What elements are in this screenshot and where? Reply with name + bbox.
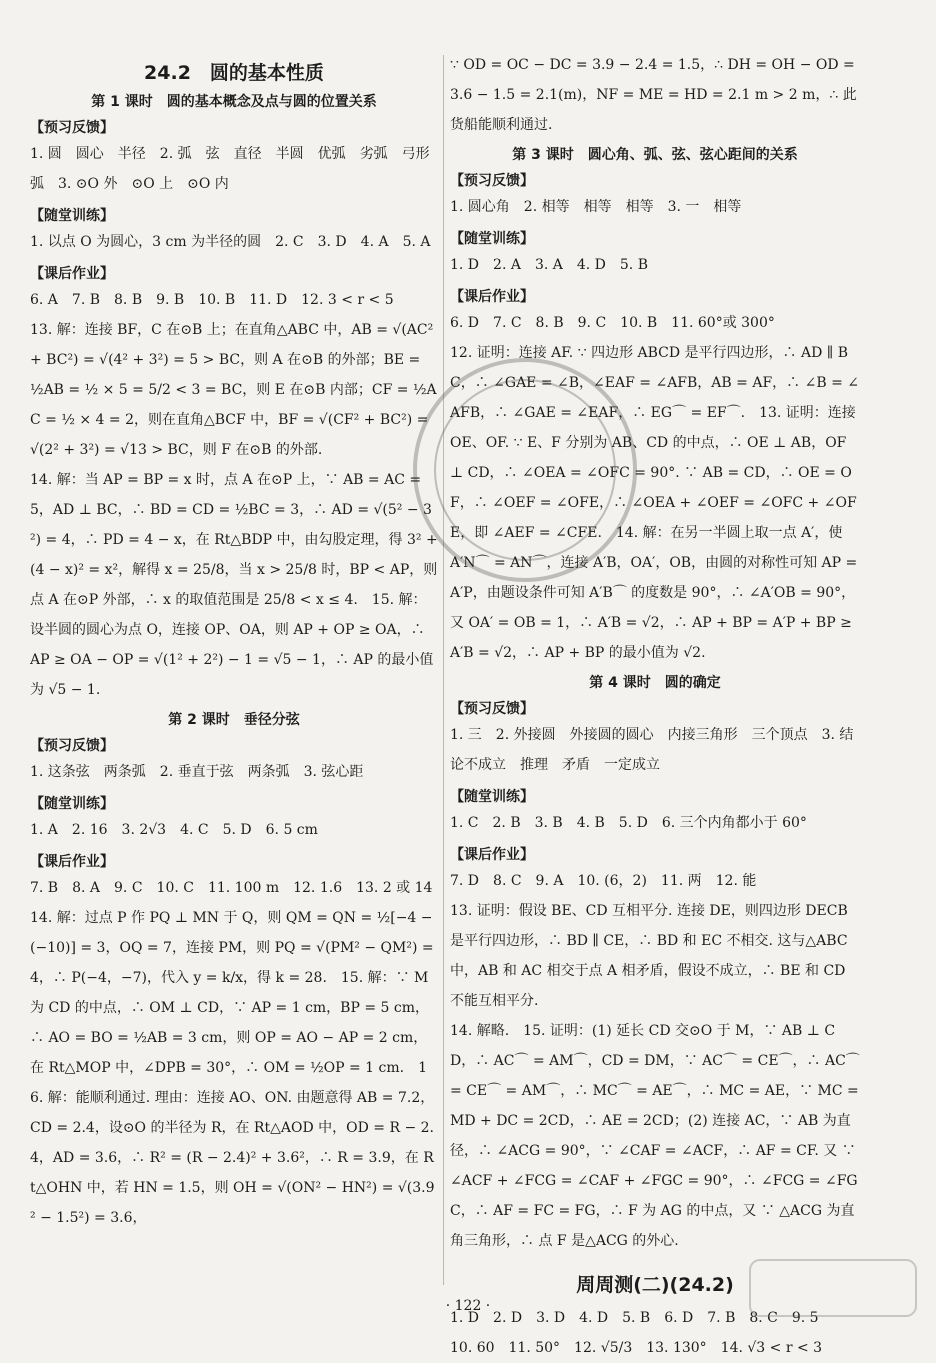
section-heading: 【课后作业】: [30, 854, 114, 870]
answer-line: 6. D 7. C 8. B 9. C 10. B 11. 60°或 300°: [450, 315, 775, 331]
answer-line: 7. B 8. A 9. C 10. C 11. 100 m 12. 1.6 13. 2 或 14: [30, 880, 433, 896]
lesson-heading: 第 1 课时 圆的基本概念及点与圆的位置关系: [91, 94, 377, 110]
section-heading: 【课后作业】: [30, 266, 114, 282]
answer-line: ∵ OD = OC − DC = 3.9 − 2.4 = 1.5，∴ DH = OH − OD = 3.6 − 1.5 = 2.1(m)，NF = ME = HD = 2.1 m > 2 m，∴ 此货船能顺利通过.: [450, 57, 857, 133]
left-column: [30, 50, 438, 1233]
right-column: [450, 50, 860, 1363]
answer-line: 1. 以点 O 为圆心，3 cm 为半径的圆 2. C 3. D 4. A 5. A: [30, 234, 431, 250]
answer-line: 13. 解：连接 BF，C 在⊙B 上；在直角△ABC 中，AB = √(AC² + BC²) = √(4² + 3²) = 5 > BC，则 A 在⊙B 的外部；BE = ½AB = ½ × 5 = 5/2 < 3 = BC，则 E 在⊙B 内部；CF = ½AC = ½ × 4 = 2，则在直角△BCF 中，BF = √(CF² + BC²) = √(2² + 3²) = √13 > BC，则 F 在⊙B 的外部.: [30, 322, 437, 458]
answer-line: 14. 解略. 15. 证明：(1) 延长 CD 交⊙O 于 M，∵ AB ⊥ CD，∴ AC⌒ = AM⌒，CD = DM，∵ AC⌒ = CE⌒，∴ AC⌒ = CE⌒ = AM⌒，∴ MC⌒ = AE⌒，∴ MC = AE，∵ MC = MD + DC = 2CD，∴ AE = 2CD；(2) 连接 AC，∵ AB 为直径，∴ ∠ACG = 90°，∵ ∠CAF = ∠ACF，∴ AF = CF. 又 ∵ ∠ACF + ∠FCG = ∠CAF + ∠FGC = 90°，∴ ∠FCG = ∠FGC，∴ AF = FC = FG，∴ F 为 AG 的中点，又 ∵ △ACG 为直角三角形，∴ 点 F 是△ACG 的外心.: [450, 1023, 860, 1249]
section-title: 24.2 圆的基本性质: [144, 62, 324, 84]
lesson-heading: 第 2 课时 垂径分弦: [168, 712, 300, 728]
watermark-stamp: [400, 345, 650, 595]
section-heading: 【随堂训练】: [30, 208, 114, 224]
page-number: · 122 ·: [445, 1298, 491, 1314]
answer-line: 6. A 7. B 8. B 9. B 10. B 11. D 12. 3 < r < 5: [30, 292, 394, 308]
answer-line: 14. 解：当 AP = BP = x 时，点 A 在⊙P 上，∵ AB = AC = 5，AD ⊥ BC，∴ BD = CD = ½BC = 3，∴ AD = √(5² − 3²) = 4，∴ PD = 4 − x，在 Rt△BDP 中，由勾股定理，得 3² + (4 − x)² = x²，解得 x = 25/8，当 x > 25/8 时，BP < AP，则点 A 在⊙P 外部，∴ x 的取值范围是 25/8 < x ≤ 4. 15. 解：设半圆的圆心为点 O，连接 OP、OA，则 AP + OP ≥ OA，∴ AP ≥ OA − OP = √(1² + 2²) − 1 = √5 − 1，∴ AP 的最小值为 √5 − 1.: [30, 472, 438, 698]
answer-line: 12. 证明：连接 AF. ∵ 四边形 ABCD 是平行四边形，∴ AD ∥ BC，∴ ∠GAE = ∠B，∠EAF = ∠AFB，AB = AF，∴ ∠B = ∠AFB，∴ ∠GAE = ∠EAF，∴ EG⌒ = EF⌒. 13. 证明：连接 OE、OF. ∵ E、F 分别为 AB、CD 的中点，∴ OE ⊥ AB，OF ⊥ CD，∴ ∠OEA = ∠OFC = 90°. ∵ AB = CD，∴ OE = OF，∴ ∠OEF = ∠OFE，∴ ∠OEA + ∠OEF = ∠OFC + ∠OFE，即 ∠AEF = ∠CFE. 14. 解：在另一半圆上取一点 A′，使 A′N⌒ = AN⌒，连接 A′B，OA′，OB，由圆的对称性可知 AP = A′P，由题设条件可知 A′B⌒ 的度数是 90°，∴ ∠A′OB = 90°，又 OA′ = OB = 1，∴ A′B = √2，∴ AP + BP = A′P + BP ≥ A′B = √2，∴ AP + BP 的最小值为 √2.: [450, 345, 859, 661]
answer-line: 1. 圆 圆心 半径 2. 弧 弦 直径 半圆 优弧 劣弧 弓形弧 3. ⊙O 外 ⊙O 上 ⊙O 内: [30, 146, 430, 192]
answer-line: 14. 解：过点 P 作 PQ ⊥ MN 于 Q，则 QM = QN = ½[−4 − (−10)] = 3，OQ = 7，连接 PM，则 PQ = √(PM² − QM²) = 4，∴ P(−4，−7)，代入 y = k/x，得 k = 28. 15. 解：∵ M 为 CD 的中点，∴ OM ⊥ CD，∵ AP = 1 cm，BP = 5 cm，∴ AO = BO = ½AB = 3 cm，则 OP = AO − AP = 2 cm，在 Rt△MOP 中，∠DPB = 30°，∴ OM = ½OP = 1 cm. 16. 解：能顺利通过. 理由：连接 AO、ON. 由题意得 AB = 7.2，CD = 2.4，设⊙O 的半径为 R，在 Rt△AOD 中，OD = R − 2.4，AD = 3.6，∴ R² = (R − 2.4)² + 3.6²，∴ R = 3.9，在 Rt△OHN 中，若 HN = 1.5，则 OH = √(ON² − HN²) = √(3.9² − 1.5²) = 3.6，: [30, 910, 435, 1226]
section-heading: 【随堂训练】: [30, 796, 114, 812]
section-heading: 【预习反馈】: [450, 701, 534, 717]
answer-line: 10. 60 11. 50° 12. √5/3 13. 130° 14. √3 < r < 3: [450, 1340, 823, 1356]
answer-line: 1. 圆心角 2. 相等 相等 相等 3. 一 相等: [450, 199, 742, 215]
answer-line: 7. D 8. C 9. A 10. (6，2) 11. 两 12. 能: [450, 873, 757, 889]
lesson-heading: 第 3 课时 圆心角、弧、弦、弦心距间的关系: [512, 147, 798, 163]
section-heading: 【课后作业】: [450, 847, 534, 863]
answer-line: 1. 这条弦 两条弧 2. 垂直于弦 两条弧 3. 弦心距: [30, 764, 364, 780]
section-heading: 【随堂训练】: [450, 231, 534, 247]
answer-line: 1. D 2. A 3. A 4. D 5. B: [450, 257, 648, 273]
section-heading: 【课后作业】: [450, 289, 534, 305]
left-content: [30, 91, 438, 1233]
column-divider: [443, 55, 444, 1285]
section-heading: 【预习反馈】: [450, 173, 534, 189]
section-heading: 【预习反馈】: [30, 120, 114, 136]
answer-line: 13. 证明：假设 BE、CD 互相平分. 连接 DE，则四边形 DECB 是平行四边形，∴ BD ∥ CE，∴ BD 和 EC 不相交. 这与△ABC 中，AB 和 AC 相交于点 A 相矛盾，假设不成立，∴ BE 和 CD 不能互相平分.: [450, 903, 848, 1009]
answer-line: 1. 三 2. 外接圆 外接圆的圆心 内接三角形 三个顶点 3. 结论不成立 推理 矛盾 一定成立: [450, 727, 854, 773]
weekly-test-heading: 周周测(二)(24.2): [576, 1274, 734, 1296]
section-heading: 【随堂训练】: [450, 789, 534, 805]
section-heading: 【预习反馈】: [30, 738, 114, 754]
lesson-heading: 第 4 课时 圆的确定: [589, 675, 721, 691]
answer-line: 1. A 2. 16 3. 2√3 4. C 5. D 6. 5 cm: [30, 822, 318, 838]
right-content: [450, 50, 860, 1363]
answer-line: 1. C 2. B 3. B 4. B 5. D 6. 三个内角都小于 60°: [450, 815, 807, 831]
answer-line: 1. D 2. D 3. D 4. D 5. B 6. D 7. B 8. C 9. 5: [450, 1310, 819, 1326]
